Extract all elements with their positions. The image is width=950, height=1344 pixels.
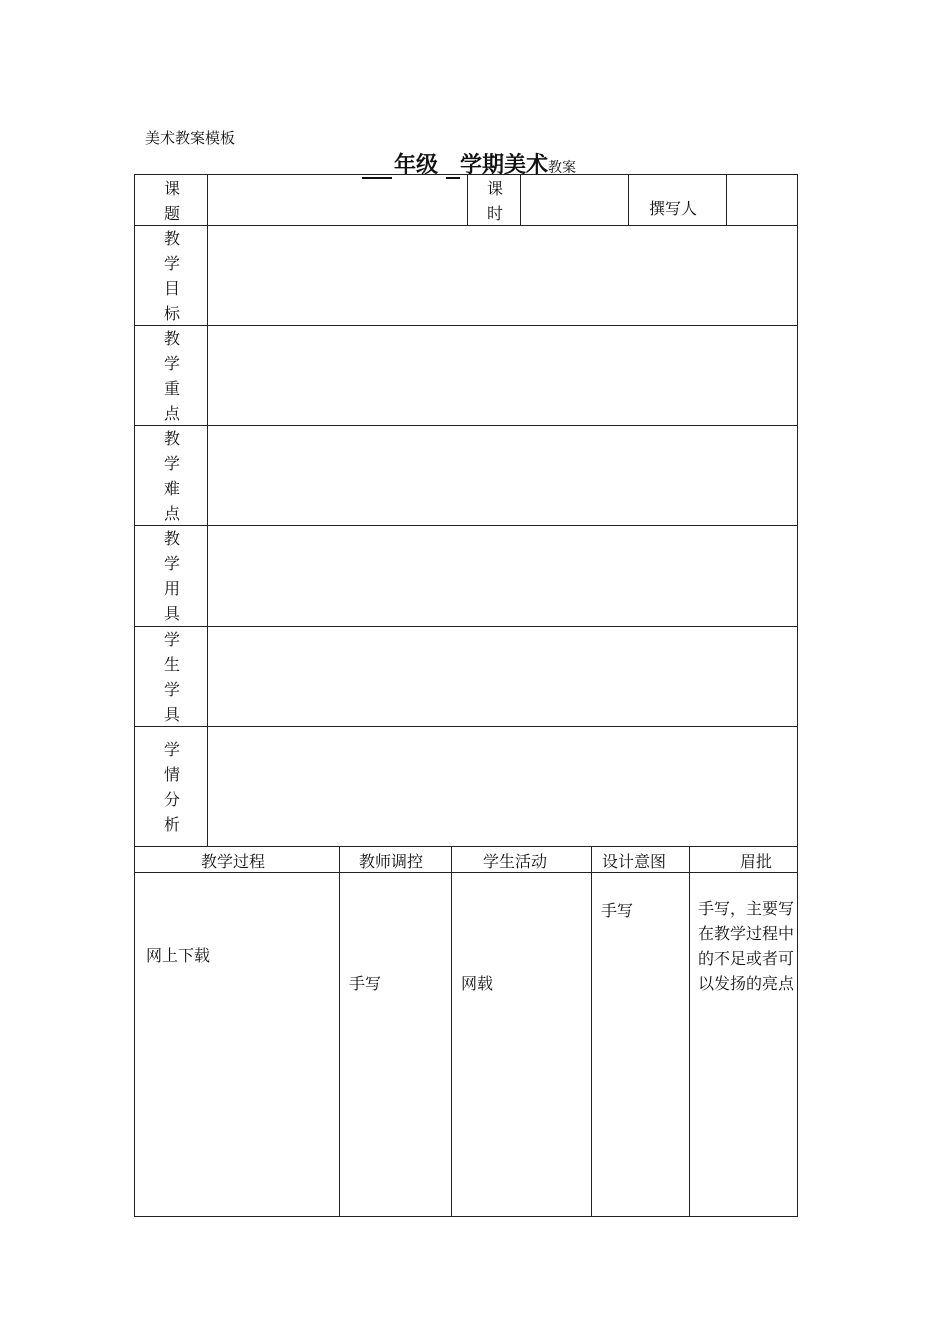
section-label-cell [135, 627, 208, 727]
section-input-cell[interactable] [208, 326, 797, 426]
section-label-cell [135, 426, 208, 526]
teacher-column [340, 847, 452, 1216]
teacher-cell-text: 手写 [349, 974, 382, 993]
header-note: 眉批 [740, 852, 773, 871]
header-process: 教学过程 [201, 852, 266, 871]
section-label: 教学重点 [163, 329, 180, 423]
section-input-cell[interactable] [208, 526, 797, 627]
section-label-cell [135, 226, 208, 326]
period-label: 课时 [486, 179, 503, 223]
section-input-cell[interactable] [208, 426, 797, 526]
note-cell-text: 手写，主要写在教学过程中的不足或者可以发扬的亮点 [698, 899, 795, 993]
header-intent: 设计意图 [602, 852, 667, 871]
section-label-cell [135, 727, 208, 846]
document-label: 美术教案模板 [145, 129, 236, 147]
intent-cell-text: 手写 [601, 901, 634, 920]
process-column [135, 847, 340, 1216]
student-column [452, 847, 592, 1216]
topic-label: 课题 [163, 179, 180, 223]
author-label: 撰写人 [649, 199, 698, 218]
section-input-cell[interactable] [208, 226, 797, 326]
header-student: 学生活动 [483, 852, 548, 871]
topic-label-cell [135, 175, 208, 226]
section-input-cell[interactable] [208, 727, 797, 846]
topic-input-cell[interactable] [208, 175, 468, 226]
title-grade: 年级 [394, 153, 439, 178]
section-label: 学生学具 [163, 630, 180, 724]
lesson-info-table [134, 174, 798, 847]
section-label-cell [135, 326, 208, 426]
header-teacher: 教师调控 [359, 852, 424, 871]
section-label: 教学目标 [163, 229, 180, 323]
process-cell-text: 网上下载 [146, 946, 211, 965]
author-label-cell [629, 175, 727, 226]
section-label-cell [135, 526, 208, 627]
process-table [134, 846, 798, 1217]
student-cell-text: 网载 [461, 974, 494, 993]
author-input-cell[interactable] [727, 175, 797, 226]
section-label: 学情分析 [163, 740, 180, 834]
title-semester: 学期美术 [460, 153, 549, 178]
period-label-cell [468, 175, 521, 226]
section-label: 教学难点 [163, 429, 180, 523]
section-input-cell[interactable] [208, 627, 797, 727]
title-suffix: 教案 [548, 160, 577, 176]
section-label: 教学用具 [163, 529, 180, 623]
period-input-cell[interactable] [521, 175, 629, 226]
